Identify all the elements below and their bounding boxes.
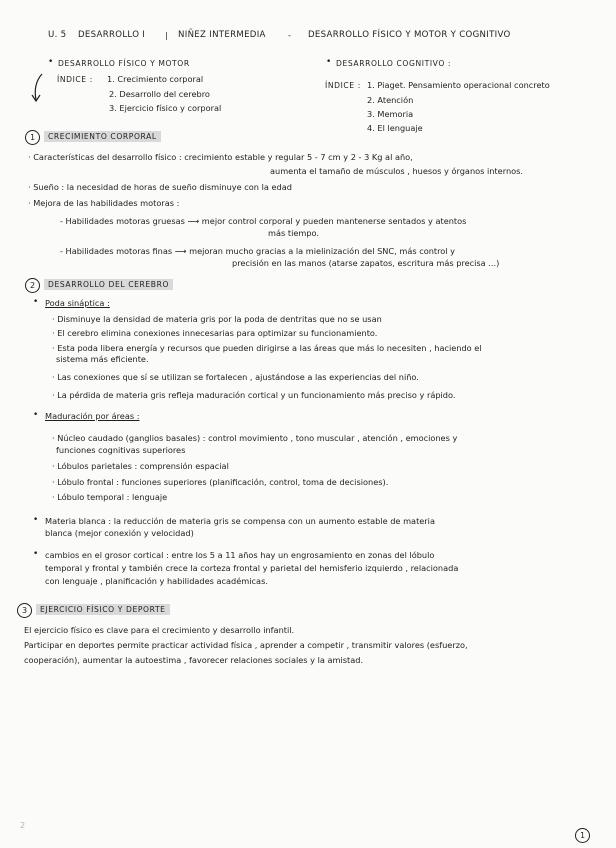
body-line: aumenta el tamaño de músculos , huesos y órganos internos. [270,166,524,176]
body-line: · Disminuye la densidad de materia gris por la poda de dentritas que no se usan [52,314,382,324]
index-left-label: ÍNDICE : [57,75,93,84]
body-line: con lenguaje , planificación y habilidades académicas. [45,576,268,586]
index-right-item: 4. El lenguaje [367,123,423,133]
body-line: · Las conexiones que sí se utilizan se fortalecen , ajustándose a las experiencias del niño. [52,372,419,382]
header-subtitle: NIÑEZ INTERMEDIA [178,30,266,40]
body-line: funciones cognitivas superiores [56,445,186,455]
index-right-item: 1. Piaget. Pensamiento operacional concreto [367,80,550,90]
body-line: · Esta poda libera energía y recursos que pueden dirigirse a las áreas que más lo necesiten , haciendo el [52,343,482,353]
body-line: sistema más eficiente. [56,354,149,364]
section-number-2: 2 [25,278,40,293]
index-left-title: DESARROLLO FÍSICO Y MOTOR [58,59,190,68]
body-line: · Características del desarrollo físico : crecimiento estable y regular 5 - 7 cm y 2 - 3 Kg al año, [28,152,413,162]
index-right-item: 2. Atención [367,95,414,105]
body-line: más tiempo. [268,228,320,238]
body-line: · Lóbulo temporal : lenguaje [52,492,168,502]
section1-title: CRECIMIENTO CORPORAL [44,131,161,142]
bullet-dot: • [33,549,39,559]
page-number: 1 [575,828,590,843]
curved-arrow-icon [30,72,46,104]
body-line: cooperación), aumentar la autoestima , favorecer relaciones sociales y la amistad. [24,655,364,665]
body-line: precisión en las manos (atarse zapatos, escritura más precisa ...) [232,258,500,268]
faint-page-mark: 2 [20,820,26,830]
header-dash: - [288,30,291,40]
index-right-item: 3. Memoria [367,109,414,119]
section2-title: DESARROLLO DEL CEREBRO [44,279,173,290]
bullet-dot: • [48,57,54,67]
body-line: - Habilidades motoras gruesas ⟶ mejor control corporal y pueden mantenerse sentados y atentos [60,216,467,226]
body-line: · El cerebro elimina conexiones innecesarias para optimizar su funcionamiento. [52,328,378,338]
poda-title: Poda sináptica : [45,298,110,308]
body-line: El ejercicio físico es clave para el crecimiento y desarrollo infantil. [24,625,295,635]
index-left-item: 1. Crecimiento corporal [107,74,204,84]
body-line: · La pérdida de materia gris refleja maduración cortical y un funcionamiento más preciso y rápido. [52,390,456,400]
body-line: Materia blanca : la reducción de materia gris se compensa con un aumento estable de materia [45,516,435,526]
bullet-dot: • [33,515,39,525]
index-left-item: 2. Desarrollo del cerebro [109,89,210,99]
body-line: blanca (mejor conexión y velocidad) [45,528,194,538]
unit-label: U. 5 [48,30,67,40]
body-line: · Lóbulos parietales : comprensión espacial [52,461,229,471]
bullet-dot: • [326,57,332,67]
section3-title: EJERCICIO FÍSICO Y DEPORTE [36,604,170,615]
section-number-3: 3 [17,603,32,618]
index-right-label: ÍNDICE : [325,81,361,90]
body-line: - Habilidades motoras finas ⟶ mejoran mucho gracias a la mielinización del SNC, más control y [60,246,456,256]
body-line: Participar en deportes permite practicar actividad física , aprender a competir , transmitir valores (esfuerzo, [24,640,468,650]
body-line: cambios en el grosor cortical : entre los 5 a 11 años hay un engrosamiento en zonas del lóbulo [45,550,435,560]
bullet-dot: • [33,297,39,307]
body-line: · Lóbulo frontal : funciones superiores (planificación, control, toma de decisiones). [52,477,389,487]
index-left-item: 3. Ejercicio físico y corporal [109,103,222,113]
separator-bar: | [165,30,168,40]
index-right-title: DESARROLLO COGNITIVO : [336,59,452,68]
body-line: · Núcleo caudado (ganglios basales) : control movimiento , tono muscular , atención , emociones y [52,433,458,443]
topic-label: DESARROLLO I [78,30,146,40]
bullet-dot: • [33,410,39,420]
body-line: · Sueño : la necesidad de horas de sueño disminuye con la edad [28,182,292,192]
body-line: · Mejora de las habilidades motoras : [28,198,180,208]
section-number-1: 1 [25,130,40,145]
maduracion-title: Maduración por áreas : [45,411,140,421]
header-focus: DESARROLLO FÍSICO Y MOTOR Y COGNITIVO [308,30,511,40]
body-line: temporal y frontal y también crece la corteza frontal y parietal del hemisferio izquierdo , relacionada [45,563,459,573]
